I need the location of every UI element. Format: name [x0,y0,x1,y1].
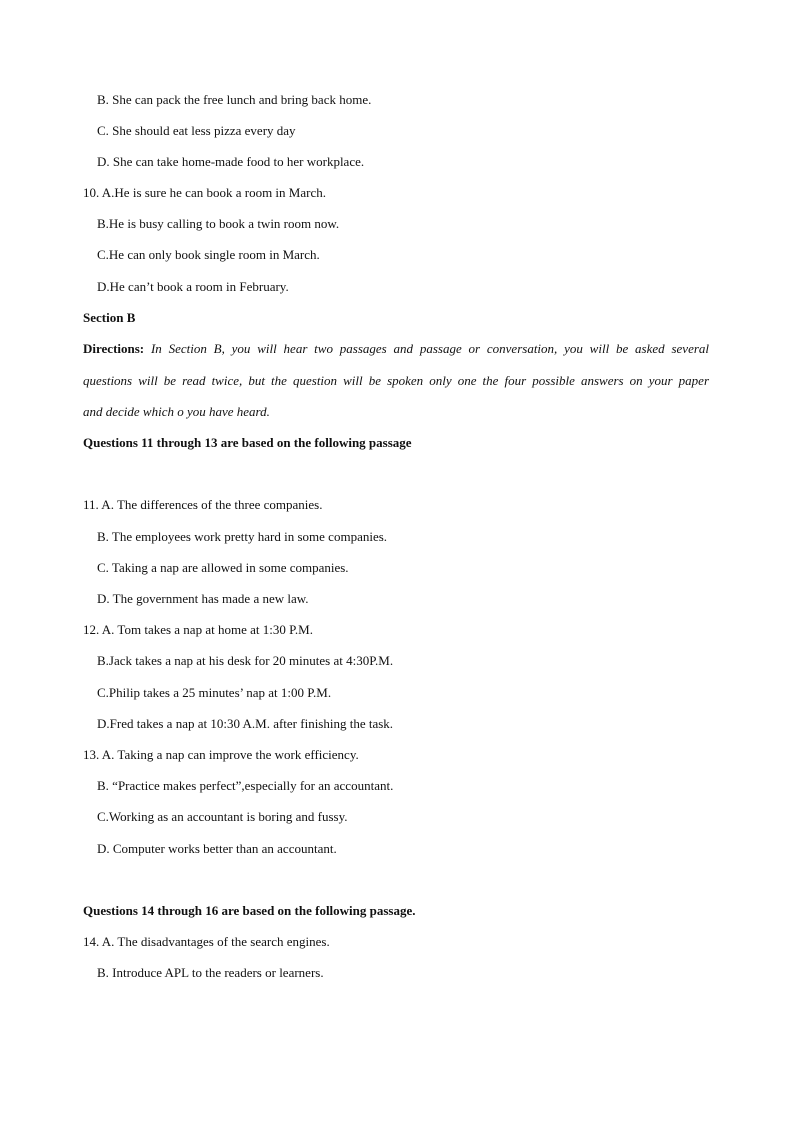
q9-option-c: C. She should eat less pizza every day [97,123,296,138]
q12-option-b: B.Jack takes a nap at his desk for 20 minutes at 4:30P.M. [97,653,394,668]
q11-option-b: B. The employees work pretty hard in some companies. [97,529,388,544]
q12-option-d: D.Fred takes a nap at 10:30 A.M. after finishing the task. [97,716,394,731]
q11-option-a: 11. A. The differences of the three companies. [83,497,323,512]
q14-option-a: 14. A. The disadvantages of the search engines. [83,934,330,949]
q12-option-c: C.Philip takes a 25 minutes’ nap at 1:00 P.M. [97,685,332,700]
q10-option-a: 10. A.He is sure he can book a room in March. [83,185,326,200]
q13-option-d: D. Computer works better than an accountant. [97,841,337,856]
q9-option-b: B. She can pack the free lunch and bring back home. [97,92,372,107]
q13-option-a: 13. A. Taking a nap can improve the work efficiency. [83,747,359,762]
q13-option-c: C.Working as an accountant is boring and fussy. [97,809,348,824]
group2-heading: Questions 14 through 16 are based on the following passage. [83,903,416,918]
q12-option-a: 12. A. Tom takes a nap at home at 1:30 P.M. [83,622,313,637]
q11-option-d: D. The government has made a new law. [97,591,309,606]
section-b-title: Section B [83,310,136,325]
directions-line-2: questions will be read twice, but the question will be spoken only one the four possible answers on your paper [83,373,709,388]
q11-option-c: C. Taking a nap are allowed in some companies. [97,560,349,575]
q13-option-b: B. “Practice makes perfect”,especially for an accountant. [97,778,394,793]
q10-option-b: B.He is busy calling to book a twin room now. [97,216,340,231]
directions-line-1 [83,341,709,357]
group1-heading: Questions 11 through 13 are based on the following passage [83,435,412,450]
q9-option-d: D. She can take home-made food to her workplace. [97,154,365,169]
q10-option-c: C.He can only book single room in March. [97,247,320,262]
q10-option-d: D.He can’t book a room in February. [97,279,289,294]
directions-label: Directions: [83,341,145,356]
directions-line-3: and decide which o you have heard. [83,404,270,419]
directions-text-1: In Section B, you will hear two passages and passage or conversation, you will be asked several [150,341,710,356]
q14-option-b: B. Introduce APL to the readers or learners. [97,965,324,980]
